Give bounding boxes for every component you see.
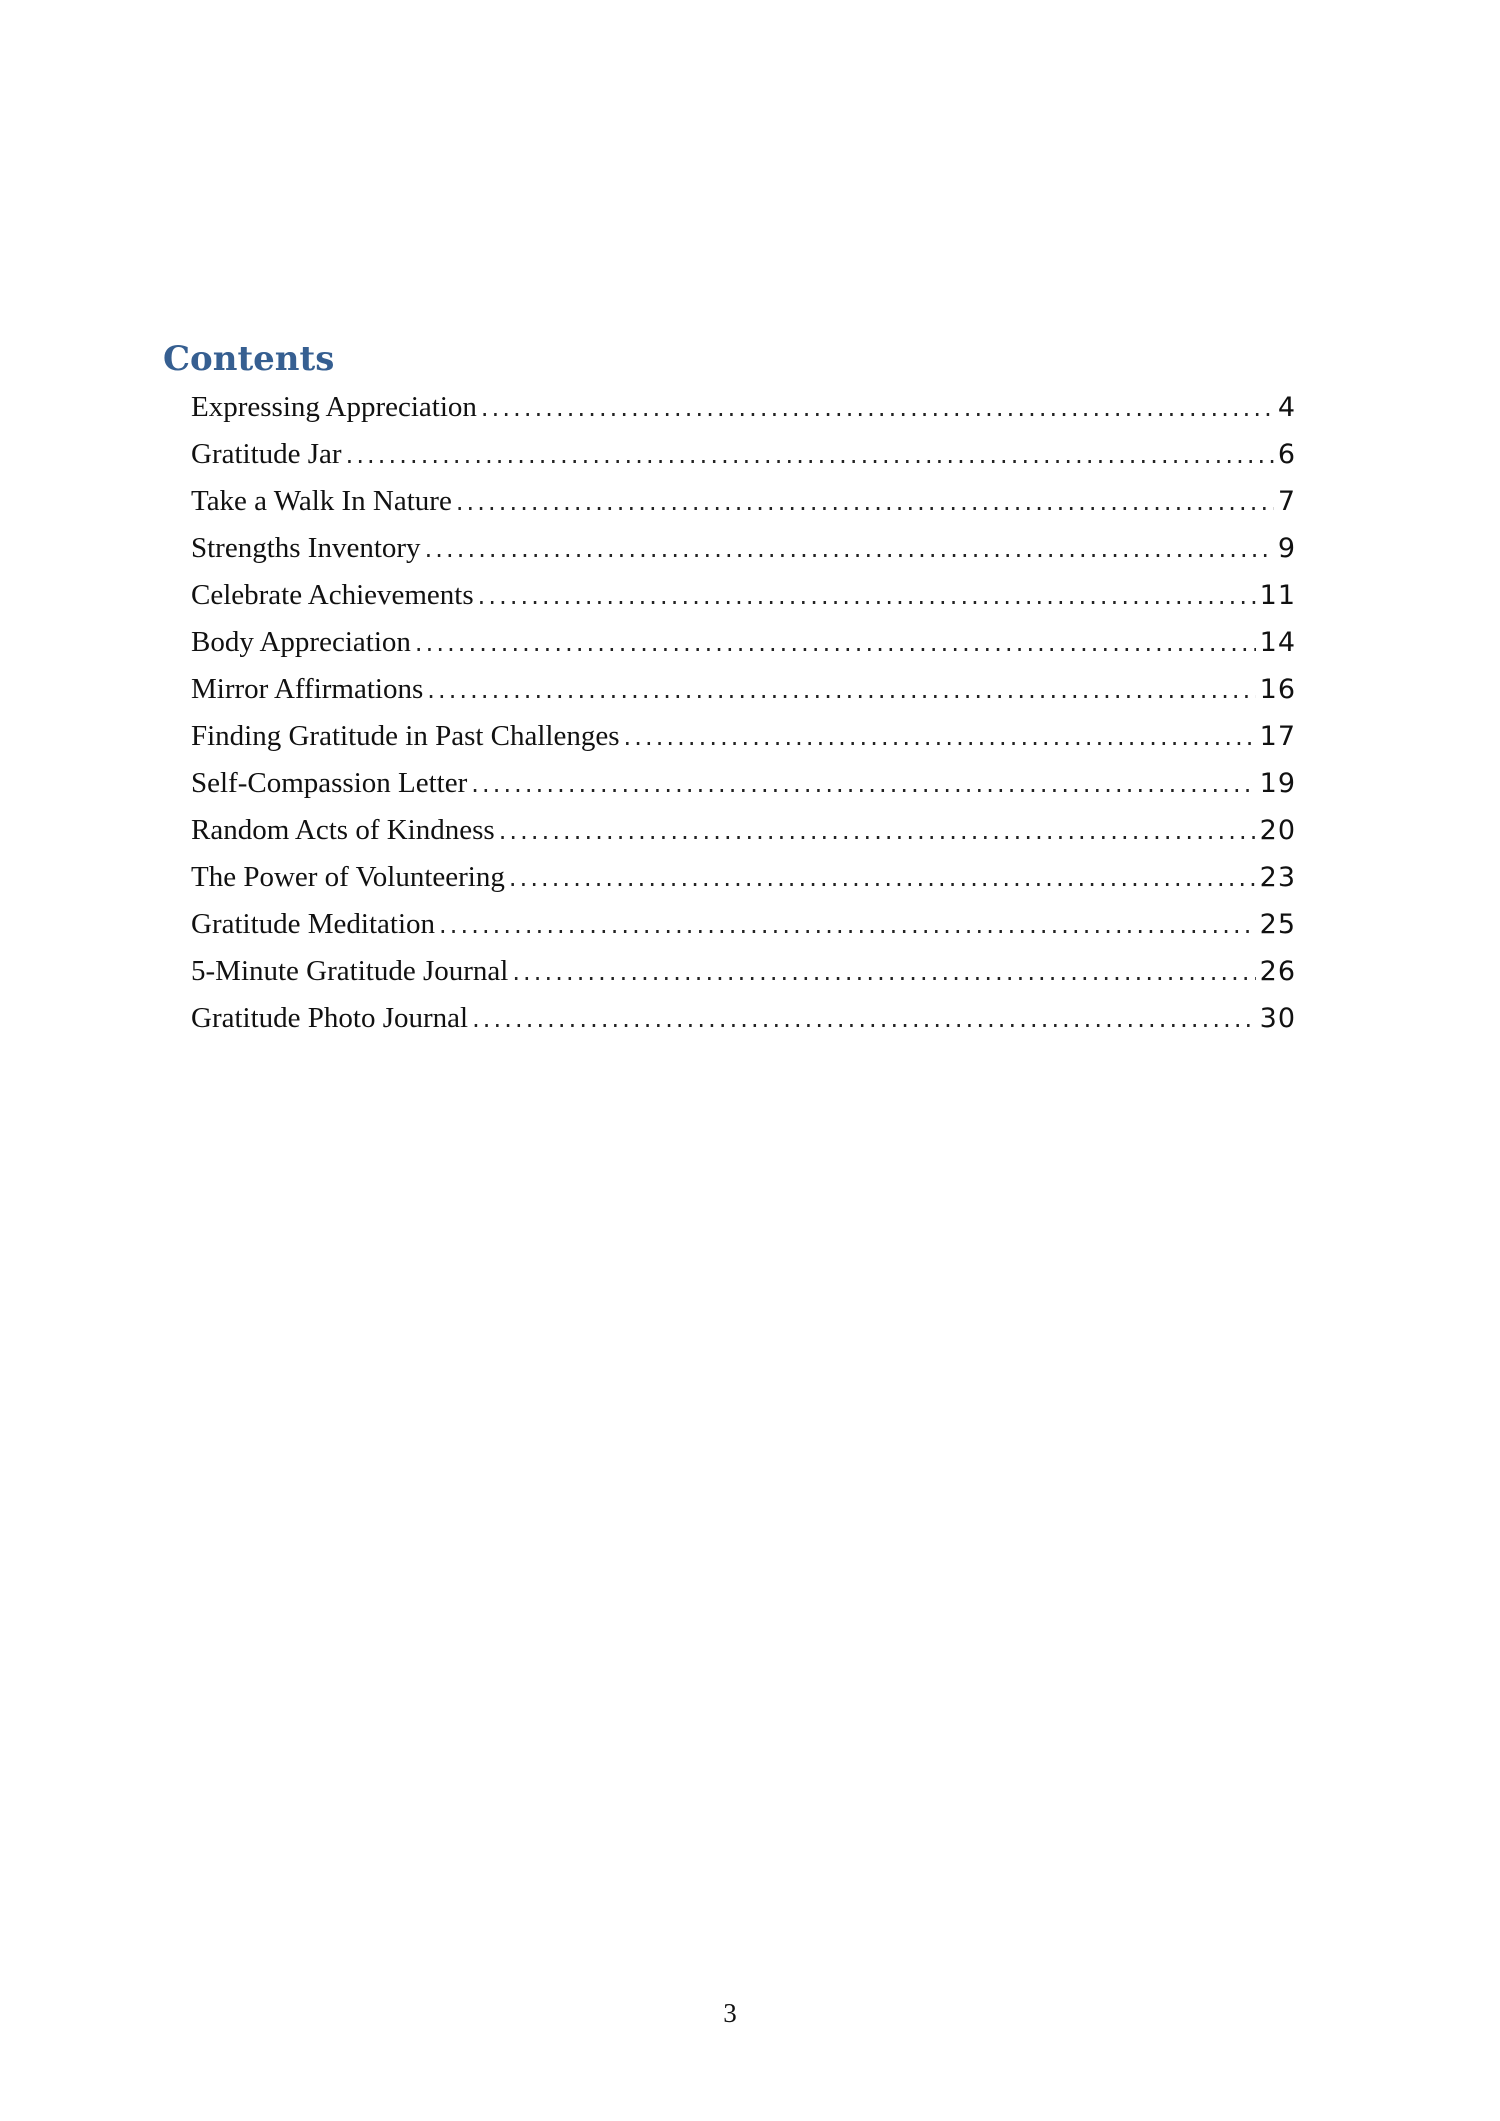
page-number: 3 [723,1998,737,2028]
toc-entry[interactable] [191,525,1296,572]
dot-leader [415,620,1256,667]
dot-leader [472,996,1256,1043]
dot-leader [478,573,1256,620]
toc-entry-page: 30 [1259,1003,1296,1034]
toc-entry-page: 25 [1259,909,1296,940]
toc-entry-title: Take a Walk In Nature [191,485,452,517]
toc-entry-title: Mirror Affirmations [191,673,424,705]
toc-list [191,384,1296,1042]
toc-entry[interactable] [191,713,1296,760]
dot-leader [439,902,1256,949]
toc-heading: Contents [163,339,335,379]
toc-entry-title: Gratitude Jar [191,438,342,470]
dot-leader [456,479,1274,526]
toc-entry[interactable] [191,995,1296,1042]
toc-entry-title: 5-Minute Gratitude Journal [191,955,509,987]
dot-leader [427,667,1255,714]
toc-entry-page: 17 [1259,721,1296,752]
toc-entry-page: 19 [1259,768,1296,799]
dot-leader [499,808,1256,855]
toc-entry[interactable] [191,572,1296,619]
toc-entry-title: Gratitude Photo Journal [191,1002,469,1034]
toc-entry[interactable] [191,807,1296,854]
toc-entry-page: 16 [1259,674,1296,705]
toc-entry-page: 4 [1277,392,1296,423]
toc-entry-title: Self-Compassion Letter [191,767,468,799]
toc-entry-page: 9 [1277,533,1296,564]
dot-leader [509,855,1256,902]
toc-entry-title: Expressing Appreciation [191,391,477,423]
dot-leader [425,526,1274,573]
toc-entry-title: Celebrate Achievements [191,579,474,611]
toc-entry-title: Random Acts of Kindness [191,814,495,846]
toc-entry-page: 6 [1277,439,1296,470]
toc-entry-page: 20 [1259,815,1296,846]
dot-leader [346,432,1274,479]
toc-entry[interactable] [191,901,1296,948]
toc-entry-title: Gratitude Meditation [191,908,436,940]
toc-entry[interactable] [191,854,1296,901]
toc-entry[interactable] [191,478,1296,525]
toc-entry[interactable] [191,948,1296,995]
toc-entry-page: 14 [1259,627,1296,658]
toc-entry-title: Finding Gratitude in Past Challenges [191,720,620,752]
toc-entry[interactable] [191,760,1296,807]
dot-leader [624,714,1256,761]
toc-entry-title: Body Appreciation [191,626,411,658]
toc-entry-title: The Power of Volunteering [191,861,505,893]
dot-leader [512,949,1255,996]
toc-entry-page: 7 [1277,486,1296,517]
toc-entry-title: Strengths Inventory [191,532,421,564]
toc-entry-page: 26 [1259,956,1296,987]
toc-entry[interactable] [191,666,1296,713]
toc-entry-page: 23 [1259,862,1296,893]
toc-entry-page: 11 [1259,580,1296,611]
dot-leader [471,761,1255,808]
toc-entry[interactable] [191,384,1296,431]
dot-leader [481,385,1274,432]
toc-entry[interactable] [191,619,1296,666]
toc-entry[interactable] [191,431,1296,478]
